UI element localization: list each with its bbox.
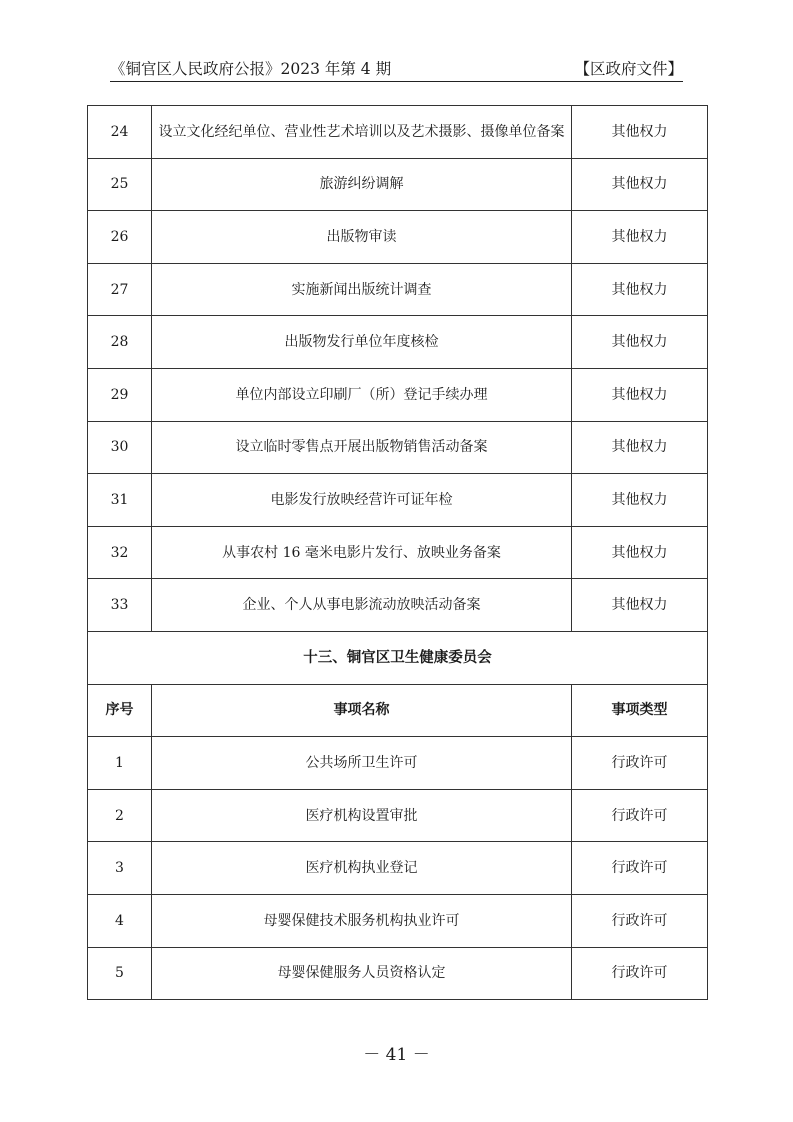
- item-type: 其他权力: [572, 579, 708, 632]
- table-row: [88, 579, 708, 632]
- section-tag: 【区政府文件】: [574, 60, 683, 78]
- row-number: 28: [88, 316, 152, 369]
- item-name: 出版物审读: [152, 211, 572, 264]
- table-row: [88, 368, 708, 421]
- row-number: 25: [88, 158, 152, 211]
- table-row: [88, 106, 708, 159]
- bulletin-title: 《铜官区人民政府公报》2023 年第 4 期: [110, 60, 392, 78]
- table-row: [88, 263, 708, 316]
- table-row: [88, 474, 708, 527]
- item-type: 其他权力: [572, 474, 708, 527]
- section-row: [88, 631, 708, 684]
- column-header-name: 事项名称: [152, 684, 572, 737]
- row-number: 1: [88, 737, 152, 790]
- item-type: 其他权力: [572, 106, 708, 159]
- item-name: 母婴保健服务人员资格认定: [152, 947, 572, 1000]
- item-name: 实施新闻出版统计调查: [152, 263, 572, 316]
- item-type: 行政许可: [572, 737, 708, 790]
- item-type: 其他权力: [572, 421, 708, 474]
- row-number: 24: [88, 106, 152, 159]
- item-name: 从事农村 16 毫米电影片发行、放映业务备案: [152, 526, 572, 579]
- item-type: 其他权力: [572, 368, 708, 421]
- item-name: 公共场所卫生许可: [152, 737, 572, 790]
- item-name: 电影发行放映经营许可证年检: [152, 474, 572, 527]
- column-header-type: 事项类型: [572, 684, 708, 737]
- row-number: 33: [88, 579, 152, 632]
- item-name: 单位内部设立印刷厂（所）登记手续办理: [152, 368, 572, 421]
- item-type: 其他权力: [572, 158, 708, 211]
- table-row: [88, 789, 708, 842]
- table-row: [88, 158, 708, 211]
- item-name: 医疗机构设置审批: [152, 789, 572, 842]
- row-number: 5: [88, 947, 152, 1000]
- column-header-number: 序号: [88, 684, 152, 737]
- item-type: 行政许可: [572, 947, 708, 1000]
- row-number: 27: [88, 263, 152, 316]
- row-number: 29: [88, 368, 152, 421]
- item-type: 其他权力: [572, 526, 708, 579]
- table-row: [88, 947, 708, 1000]
- item-type: 行政许可: [572, 842, 708, 895]
- item-type: 其他权力: [572, 263, 708, 316]
- table-row: [88, 211, 708, 264]
- item-name: 旅游纠纷调解: [152, 158, 572, 211]
- item-name: 企业、个人从事电影流动放映活动备案: [152, 579, 572, 632]
- section-title: 十三、铜官区卫生健康委员会: [88, 631, 708, 684]
- item-name: 设立临时零售点开展出版物销售活动备案: [152, 421, 572, 474]
- row-number: 31: [88, 474, 152, 527]
- item-type: 其他权力: [572, 316, 708, 369]
- row-number: 3: [88, 842, 152, 895]
- item-name: 医疗机构执业登记: [152, 842, 572, 895]
- table-row: [88, 526, 708, 579]
- table-row: [88, 421, 708, 474]
- row-number: 32: [88, 526, 152, 579]
- table-row: [88, 894, 708, 947]
- item-name: 出版物发行单位年度核检: [152, 316, 572, 369]
- table-row: [88, 842, 708, 895]
- header-rule: [110, 81, 683, 82]
- table-row: [88, 737, 708, 790]
- item-name: 设立文化经纪单位、营业性艺术培训以及艺术摄影、摄像单位备案: [152, 106, 572, 159]
- column-header-row: [88, 684, 708, 737]
- item-type: 其他权力: [572, 211, 708, 264]
- powers-table: [87, 105, 708, 1000]
- item-type: 行政许可: [572, 789, 708, 842]
- page-number: － 41 －: [363, 1045, 430, 1065]
- row-number: 2: [88, 789, 152, 842]
- row-number: 4: [88, 894, 152, 947]
- row-number: 30: [88, 421, 152, 474]
- item-name: 母婴保健技术服务机构执业许可: [152, 894, 572, 947]
- page-header: [110, 58, 683, 80]
- item-type: 行政许可: [572, 894, 708, 947]
- table-row: [88, 316, 708, 369]
- row-number: 26: [88, 211, 152, 264]
